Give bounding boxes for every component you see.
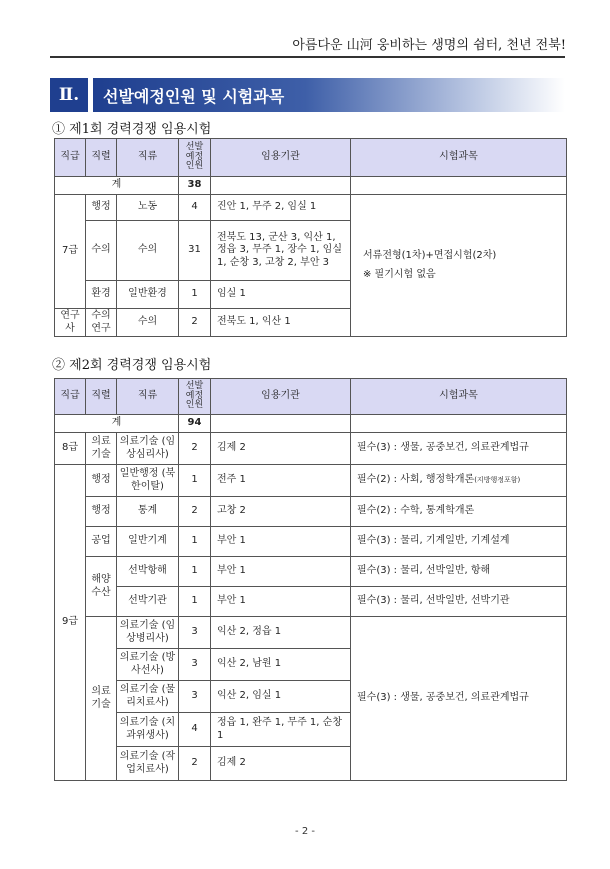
series-cell: 수의 연구 bbox=[86, 309, 117, 337]
agency-cell: 김제 2 bbox=[211, 433, 351, 465]
subjects-cell: 필수(3) : 생물, 공중보건, 의료관계법규 bbox=[351, 617, 567, 781]
table-row bbox=[55, 617, 567, 649]
agency-cell: 진안 1, 무주 2, 임실 1 bbox=[211, 195, 351, 221]
series-cell: 공업 bbox=[86, 527, 117, 557]
agency-cell: 익산 2, 임실 1 bbox=[211, 681, 351, 713]
table-row bbox=[55, 527, 567, 557]
series-cell: 의료 기술 bbox=[86, 617, 117, 781]
table-row bbox=[55, 195, 567, 221]
grade-cell: 연구사 bbox=[55, 309, 86, 337]
class-cell: 의료기술 (물리치료사) bbox=[117, 681, 179, 713]
class-cell: 선박항해 bbox=[117, 557, 179, 587]
header-slogan: 아름다운 山河 웅비하는 생명의 쉼터, 천년 전북! bbox=[292, 38, 566, 53]
count-cell: 31 bbox=[179, 221, 211, 281]
subjects-cell: 필수(3) : 물리, 선박일반, 항해 bbox=[351, 557, 567, 587]
count-cell: 3 bbox=[179, 681, 211, 713]
page-number: - 2 - bbox=[295, 826, 315, 837]
agency-cell: 부안 1 bbox=[211, 527, 351, 557]
exam1-total-row bbox=[55, 177, 567, 195]
series-cell: 수의 bbox=[86, 221, 117, 281]
class-cell: 일반기계 bbox=[117, 527, 179, 557]
count-cell: 1 bbox=[179, 465, 211, 497]
series-cell: 행정 bbox=[86, 497, 117, 527]
table-row bbox=[55, 557, 567, 587]
count-cell: 2 bbox=[179, 747, 211, 781]
count-cell: 3 bbox=[179, 617, 211, 649]
subjects-cell bbox=[351, 195, 567, 337]
table-row bbox=[55, 433, 567, 465]
subjects-note: ※ 필기시험 없음 bbox=[363, 268, 436, 280]
subjects-cell: 필수(3) : 물리, 선박일반, 선박기관 bbox=[351, 587, 567, 617]
agency-cell: 임실 1 bbox=[211, 281, 351, 309]
agency-cell: 익산 2, 정읍 1 bbox=[211, 617, 351, 649]
count-cell: 1 bbox=[179, 527, 211, 557]
header-subjects: 시험과목 bbox=[351, 139, 567, 177]
header-series: 직렬 bbox=[86, 379, 117, 415]
exam1-header-row bbox=[55, 139, 567, 177]
count-cell: 3 bbox=[179, 649, 211, 681]
count-cell: 1 bbox=[179, 557, 211, 587]
header-class: 직류 bbox=[117, 139, 179, 177]
count-cell: 2 bbox=[179, 309, 211, 337]
series-cell: 환경 bbox=[86, 281, 117, 309]
class-cell: 의료기술 (작업치료사) bbox=[117, 747, 179, 781]
subjects-text: 필수(2) : 사회, 행정학개론 bbox=[357, 474, 475, 486]
series-cell: 행정 bbox=[86, 465, 117, 497]
section-title: 선발예정인원 및 시험과목 bbox=[93, 78, 565, 112]
subjects-line: 서류전형(1차)+면접시험(2차) bbox=[363, 250, 497, 261]
exam2-heading: ② 제2회 경력경쟁 임용시험 bbox=[52, 358, 212, 373]
subjects-cell: 필수(3) : 물리, 기계일반, 기계설계 bbox=[351, 527, 567, 557]
total-count: 94 bbox=[179, 415, 211, 433]
class-cell: 의료기술 (임상심리사) bbox=[117, 433, 179, 465]
count-cell: 4 bbox=[179, 195, 211, 221]
header-subjects: 시험과목 bbox=[351, 379, 567, 415]
class-cell: 수의 bbox=[117, 221, 179, 281]
count-cell: 2 bbox=[179, 433, 211, 465]
series-cell: 의료 기술 bbox=[86, 433, 117, 465]
class-cell: 일반환경 bbox=[117, 281, 179, 309]
class-cell: 통계 bbox=[117, 497, 179, 527]
exam2-table bbox=[54, 378, 567, 781]
header-series: 직렬 bbox=[86, 139, 117, 177]
agency-cell: 정읍 1, 완주 1, 무주 1, 순창 1 bbox=[211, 713, 351, 747]
class-cell: 의료기술 (치과위생사) bbox=[117, 713, 179, 747]
class-cell: 의료기술 (임상병리사) bbox=[117, 617, 179, 649]
agency-cell: 전주 1 bbox=[211, 465, 351, 497]
total-label: 계 bbox=[55, 177, 179, 195]
agency-cell: 전북도 13, 군산 3, 익산 1, 정읍 3, 무주 1, 장수 1, 임실 1, 순창 3, 고창 2, 부안 3 bbox=[211, 221, 351, 281]
grade-cell: 9급 bbox=[55, 465, 86, 781]
table-row bbox=[55, 497, 567, 527]
count-cell: 4 bbox=[179, 713, 211, 747]
header-count: 선발 예정 인원 bbox=[179, 379, 211, 415]
count-cell: 1 bbox=[179, 587, 211, 617]
subjects-cell: 필수(3) : 생물, 공중보건, 의료관계법규 bbox=[351, 433, 567, 465]
table-row bbox=[55, 587, 567, 617]
class-cell: 선박기관 bbox=[117, 587, 179, 617]
agency-cell: 부안 1 bbox=[211, 557, 351, 587]
section-title-bar bbox=[50, 78, 565, 112]
exam1-table bbox=[54, 138, 567, 337]
series-cell: 행정 bbox=[86, 195, 117, 221]
header-agency: 임용기관 bbox=[211, 139, 351, 177]
grade-cell: 8급 bbox=[55, 433, 86, 465]
header-agency: 임용기관 bbox=[211, 379, 351, 415]
exam1-heading: ① 제1회 경력경쟁 임용시험 bbox=[52, 122, 212, 137]
count-cell: 2 bbox=[179, 497, 211, 527]
header-class: 직류 bbox=[117, 379, 179, 415]
header-divider bbox=[50, 56, 565, 58]
grade-cell: 7급 bbox=[55, 195, 86, 309]
class-cell: 의료기술 (방사선사) bbox=[117, 649, 179, 681]
agency-cell: 고창 2 bbox=[211, 497, 351, 527]
table-row bbox=[55, 465, 567, 497]
subjects-cell bbox=[351, 465, 567, 497]
header-grade: 직급 bbox=[55, 139, 86, 177]
header-grade: 직급 bbox=[55, 379, 86, 415]
section-number: Ⅱ. bbox=[50, 78, 88, 112]
subjects-cell: 필수(2) : 수학, 통계학개론 bbox=[351, 497, 567, 527]
exam2-total-row bbox=[55, 415, 567, 433]
series-cell: 해양 수산 bbox=[86, 557, 117, 617]
header-count: 선발 예정 인원 bbox=[179, 139, 211, 177]
subjects-note: (지방행정포함) bbox=[474, 476, 521, 485]
agency-cell: 부안 1 bbox=[211, 587, 351, 617]
total-label: 계 bbox=[55, 415, 179, 433]
exam2-header-row bbox=[55, 379, 567, 415]
class-cell: 일반행정 (북한이탈) bbox=[117, 465, 179, 497]
total-count: 38 bbox=[179, 177, 211, 195]
agency-cell: 전북도 1, 익산 1 bbox=[211, 309, 351, 337]
count-cell: 1 bbox=[179, 281, 211, 309]
class-cell: 수의 bbox=[117, 309, 179, 337]
agency-cell: 익산 2, 남원 1 bbox=[211, 649, 351, 681]
agency-cell: 김제 2 bbox=[211, 747, 351, 781]
class-cell: 노동 bbox=[117, 195, 179, 221]
